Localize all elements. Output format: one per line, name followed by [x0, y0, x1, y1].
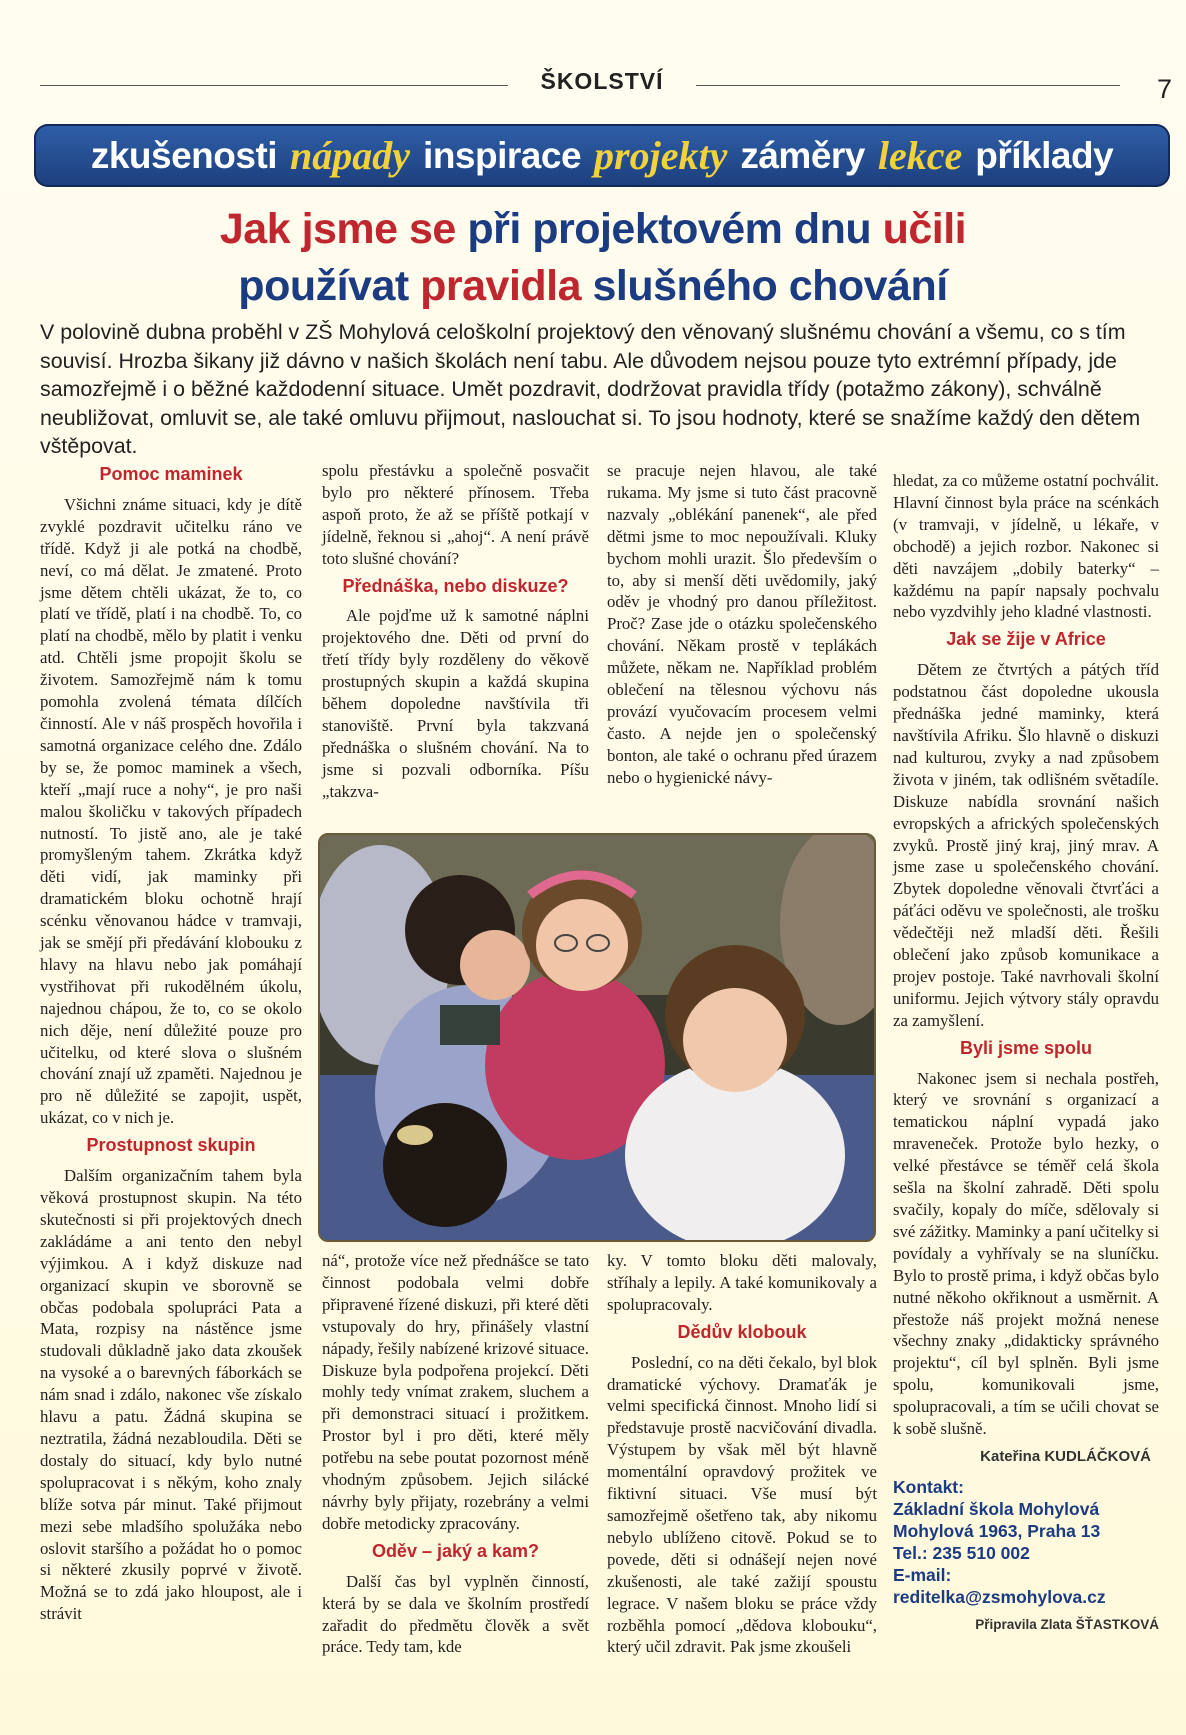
subheading-pomoc-maminek: Pomoc maminek: [99, 464, 243, 484]
banner-word: inspirace: [423, 134, 582, 176]
contact-email[interactable]: reditelka@zsmohylova.cz: [893, 1586, 1106, 1607]
paragraph: Dětem ze čtvrtých a pátých tříd podstatnou část dopoledne ukousla přednáška jedné maminky, která navštívila Afriku. Šlo hlavně o diskuzi nad kulturou, zvyky a nad způsobem života v jiném, tak odlišném světadíle. Diskuze nabídla srovnání našich evropských a afrických společenských zvyků. Prostě jiný kraj, jiný mrav. A jsme zase u společenského chování. Zbytek dopoledne věnovali čtvrťáci a páťáci oděvu ve společnosti, ale trošku vědečtěji než mladší děti. Řešili oblečení jako způsob komunikace a projev postoje. Také navrhovali školní uniformu. Jejich výtvory stály opravdu za zamyšlení.: [893, 660, 1159, 1030]
paragraph: se pracuje nejen hlavou, ale také rukama. My jsme si tuto část pracovně nazvaly „oblékání panenek“, ale před dětmi jsme to moc nepoužívali. Kluky bychom mohli urazit. Šlo především o to, aby si menší děti uvědomily, jaký oděv je vhodný pro danou příležitost. Proč? Zase jde o otázku společenského chování. Někam prostě v teplákách můžete, někam ne. Například problém oblečení na tělesnou výchovu nás provází vyučovacím procesem velmi často. A nejde jen o společenský bonton, ale také o ochranu před úrazem nebo o hygienické návy-: [607, 461, 877, 787]
title-segment: při projektovém dnu: [467, 205, 883, 253]
section-title: ŠKOLSTVÍ: [540, 68, 664, 94]
contact-label: Kontakt:: [893, 1476, 964, 1497]
column-3-bottom: [607, 1250, 877, 1664]
photo-illustration: [320, 835, 874, 1240]
subheading-africa: Jak se žije v Africe: [946, 629, 1106, 650]
article-title-line-1: [0, 205, 1186, 254]
topic-banner: [34, 124, 1170, 187]
column-4: [893, 470, 1159, 1636]
column-1: [40, 460, 302, 1631]
paragraph: Další čas byl vyplněn činností, která by se dala ve školním prostředí zařadit do předmětu člověk a svět práce. Tedy tam, kde: [322, 1571, 589, 1657]
title-segment: Jak jsme se: [219, 205, 468, 253]
paragraph: spolu přestávku a společně posvačit bylo pro některé přínosem. Třeba aspoň proto, že až se příště potkají v jídelně, řeknou si „ahoj“. A není právě toto slušné chování?: [322, 461, 589, 568]
contact-address: Mohylová 1963, Praha 13: [893, 1520, 1101, 1541]
title-segment: slušného chování: [581, 262, 948, 310]
column-3-top: [607, 460, 877, 795]
subheading-deduv-klobouk: Dědův klobouk: [677, 1321, 807, 1342]
paragraph: Dalším organizačním tahem byla věková prostupnost skupin. Na této skutečnosti si při projektových dnech zakládáme a ani tento den nebyl výjimkou. A i když diskuze nad organizací skupin ve sborovně se občas podobala spolupráci Pata a Mata, rozpisy na nástěnce jsme studovali důkladně jako data zkoušek na vysoké a o barevných fáborkách se nám snad i zdálo, nakonec vše získalo hlavu a patu. Žádná skupina se neztratila, žádná nezabloudila. Děti se dostaly do situací, kdy bylo nutné spolupracovat i s někým, koho znaly blíže sotva pár minut. Také přijmout mezi sebe mladšího spolužáka nebo oslovit staršího a požádat ho o pomoc si některé zkusily poprvé v životě. Možná se to zdá jako hloupost, ale i strávit: [40, 1166, 302, 1624]
header-rule-right: [696, 85, 1120, 86]
header-rule-left: [40, 85, 508, 86]
article-lead: V polovině dubna proběhl v ZŠ Mohylová celoškolní projektový den věnovaný slušnému chování a všemu, co s tím souvisí. Hrozba šikany již dávno v našich školách není tabu. Ale důvodem nejsou pouze tyto extrémní případy, jde samozřejmě i o běžné každodenní situace. Umět pozdravit, dodržovat pravidla třídy (potažmo zákony), schválně neubližovat, omluvit se, ale také omluvu přijmout, naslouchat si. To jsou hodnoty, které se snažíme každý den dětem vštěpovat.: [40, 320, 1141, 459]
paragraph: Ale pojďme už k samotné náplni projektového dne. Děti od první do třetí třídy byly rozděleny do věkově prostupných skupin a každá skupina během dopoledne navštívila tři stanoviště. První byla takzvaná přednáška o slušném chování. Na to jsme si pozvali odborníka. Píšu „takzva-: [322, 606, 589, 801]
banner-word: zkušenosti: [90, 134, 278, 176]
subheading-prednaska: Přednáška, nebo diskuze?: [342, 575, 569, 596]
contact-school: Základní škola Mohylová: [893, 1498, 1100, 1519]
banner-word: nápady: [290, 133, 411, 178]
title-segment: pravidla: [420, 262, 582, 310]
prepared-by: Připravila Zlata ŠŤASTKOVÁ: [975, 1616, 1159, 1632]
contact-phone: Tel.: 235 510 002: [893, 1542, 1030, 1563]
banner-word: příklady: [975, 134, 1114, 176]
contact-block: [893, 1476, 1159, 1608]
paragraph: ky. V tomto bloku děti malovaly, stříhaly a lepily. A také komunikovaly a spolupracovaly.: [607, 1251, 877, 1314]
paragraph: hledat, za co můžeme ostatní pochválit. Hlavní činnost byla práce na scénkách (v tramvaji, v jídelně, u lékaře, v obchodě) a jejich rozbor. Nakonec si děti navzájem „dobily baterky“ – každému na papír napsaly pochvalu nebo vyzdvihly jeho kladné vlastnosti.: [893, 471, 1159, 622]
contact-email-label: E-mail:: [893, 1564, 952, 1585]
subheading-byli-jsme-spolu: Byli jsme spolu: [959, 1037, 1093, 1058]
paragraph: Poslední, co na děti čekalo, byl blok dramatické výchovy. Dramaťák je velmi specifická činnost. Mnoho lidí si představuje prostě nacvičování divadla. Výstupem by však měl být hlavně momentální opravdový prožitek ve fiktivní situaci. Vše musí být samozřejmě ošetřeno tak, aby nikomu nebylo ublíženo citově. Pokud se to povede, děti si odnášejí nejen nové zkušenosti, ale také zažijí spoustu legrace. V našem bloku se práce vždy rozběhla pomocí „dědova klobouku“, který učil zdravit. Pak jsme zkoušeli: [607, 1352, 877, 1657]
author-name: Kateřina KUDLÁČKOVÁ: [980, 1447, 1151, 1465]
column-2-top: [322, 460, 589, 809]
article-title-line-2: [0, 262, 1186, 311]
children-photo: [318, 833, 876, 1242]
paragraph: Všichni známe situaci, kdy je dítě zvyklé pozdravit učitelku ráno ve třídě. Když ji ale potká na chodbě, neví, co má dělat. Je zmatené. Proto jsme dětem chtěli ukázat, že to, co platí ve třídě, platí i na chodbě. To, co platí na chodbě, mělo by platit i venku atd. Chtěli jsme propojit školu se životem. Samozřejmě nám k tomu pomohla zvolená témata dílčích činností. Ale v náš prospěch hovořila i samotná organizace celého dne. Zdálo by se, že pomoc maminek a všech, kteří „mají ruce a nohy“, je pro naši malou školičku v takových případech nutností. To jistě ano, ale je také promyšleným tahem. Zkrátka když děti vidí, jak maminky při dramatickém bloku ochotně hrají scénku věnovanou hádce v tramvaji, jak se smějí při předávání klobouku z hlavy na hlavu nebo jak pomáhají vystřihovat při rukodělném úkolu, najednou chápou, že to, co se okolo nich děje, není důležité pouze pro učitelku, od které slova o slušném chování znají už zpaměti. Najednou je pro ně důležité se zapojit, uspět, ukázat, co v nich je.: [40, 494, 302, 1128]
banner-word: záměry: [740, 134, 865, 176]
paragraph: ná“, protože více než přednášce se tato činnost podobala velmi dobře připravené řízené diskuzi, při které děti vstupovaly do hry, přinášely vlastní nápady, řešily nabízené krizové situace. Diskuze byla podpořena projekcí. Děti mohly tedy vnímat zrakem, sluchem a při demonstraci situací i prožitkem. Prostor byl i pro děti, které měly potřebu na sebe poutat pozornost méně vhodným způsobem. Jejich silácké návrhy byly přijaty, rozebrány a velmi dobře metodicky zpracovány.: [322, 1251, 589, 1533]
subheading-odev: Oděv – jaký a kam?: [371, 1540, 540, 1561]
title-segment: učili: [882, 205, 967, 253]
banner-word: lekce: [877, 133, 963, 178]
paragraph: Nakonec jsem si nechala postřeh, který ve srovnání s organizací a tematickou náplní vypadá jako mraveneček. Protože bylo hezky, o velké přestávce se téměř celá škola sešla na školní zahradě. Děti spolu svačily, kopaly do míče, sdělovaly si své zážitky. Maminky a paní učitelky si povídaly a vyhřívaly se na sluníčku. Bylo to prostě prima, i když občas bylo nutné někoho okřiknout a usměrnit. A přestože náš projekt možná nenese všechny znaky „didakticky správného projektu“, cíl byl splněn. Byli jsme spolu, komunikovali jsme, spolupracovali, a tím se učili chovat se k sobě slušně.: [893, 1068, 1159, 1439]
banner-word: projekty: [594, 133, 728, 178]
subheading-prostupnost-skupin: Prostupnost skupin: [86, 1135, 256, 1156]
page-number: 7: [1156, 74, 1172, 104]
title-segment: používat: [238, 262, 421, 310]
column-2-bottom: [322, 1250, 589, 1664]
